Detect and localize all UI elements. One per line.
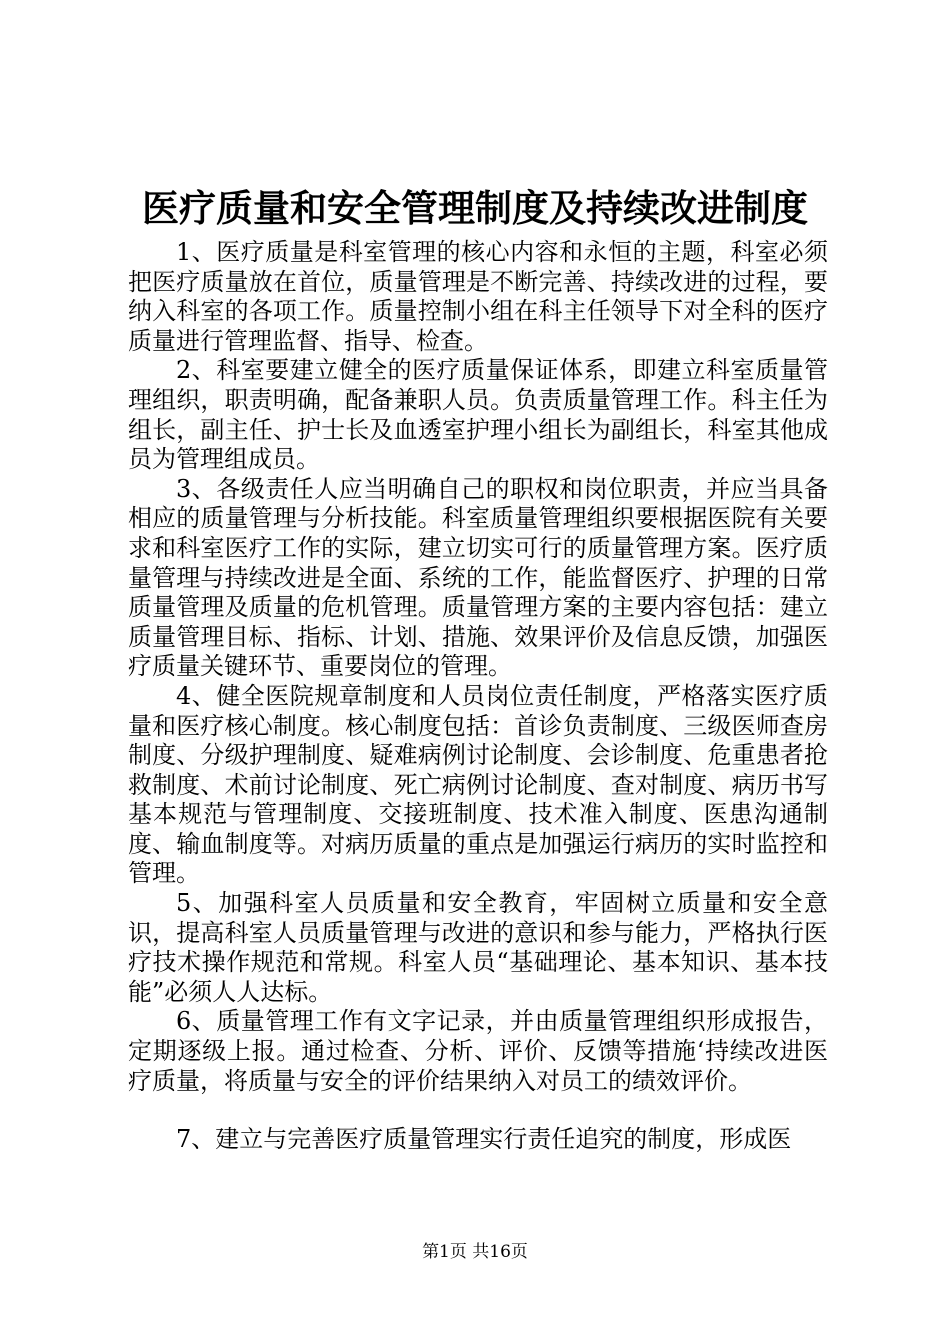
paragraph-2: 2、科室要建立健全的医疗质量保证体系，即建立科室质量管理组织，职责明确，配备兼职人员。负责质量管理工作。科主任为组长，副主任、护士长及血透室护理小组长为副组长，科室其他成员为管理组成员。 bbox=[128, 356, 828, 474]
paragraph-3: 3、各级责任人应当明确自己的职权和岗位职责，并应当具备相应的质量管理与分析技能。科室质量管理组织要根据医院有关要求和科室医疗工作的实际，建立切实可行的质量管理方案。医疗质量管理与持续改进是全面、系统的工作，能监督医疗、护理的日常质量管理及质量的危机管理。质量管理方案的主要内容包括：建立质量管理目标、指标、计划、措施、效果评价及信息反馈，加强医疗质量关键环节、重要岗位的管理。 bbox=[128, 474, 828, 681]
paragraph-4: 4、健全医院规章制度和人员岗位责任制度，严格落实医疗质量和医疗核心制度。核心制度包括：首诊负责制度、三级医师查房制度、分级护理制度、疑难病例讨论制度、会诊制度、危重患者抢救制度、术前讨论制度、死亡病例讨论制度、查对制度、病历书写基本规范与管理制度、交接班制度、技术准入制度、医患沟通制度、输血制度等。对病历质量的重点是加强运行病历的实时监控和管理。 bbox=[128, 681, 828, 888]
paragraph-1: 1、医疗质量是科室管理的核心内容和永恒的主题，科室必须把医疗质量放在首位，质量管理是不断完善、持续改进的过程，要纳入科室的各项工作。质量控制小组在科主任领导下对全科的医疗质量进行管理监督、指导、检查。 bbox=[128, 238, 828, 355]
document-body bbox=[128, 238, 828, 1155]
paragraph-6: 6、质量管理工作有文字记录，并由质量管理组织形成报告，定期逐级上报。通过检查、分析、评价、反馈等措施‘持续改进医疗质量，将质量与安全的评价结果纳入对员工的绩效评价。 bbox=[128, 1007, 828, 1095]
page-number-footer: 第1页 共16页 bbox=[422, 1242, 528, 1262]
paragraph-7: 7、建立与完善医疗质量管理实行责任追究的制度，形成医 bbox=[176, 1125, 792, 1154]
paragraph-5: 5、加强科室人员质量和安全教育，牢固树立质量和安全意识，提高科室人员质量管理与改进的意识和参与能力，严格执行医疗技术操作规范和常规。科室人员“基础理论、基本知识、基本技能”必须人人达标。 bbox=[128, 889, 828, 1006]
document-title: 医疗质量和安全管理制度及持续改进制度 bbox=[142, 186, 808, 230]
